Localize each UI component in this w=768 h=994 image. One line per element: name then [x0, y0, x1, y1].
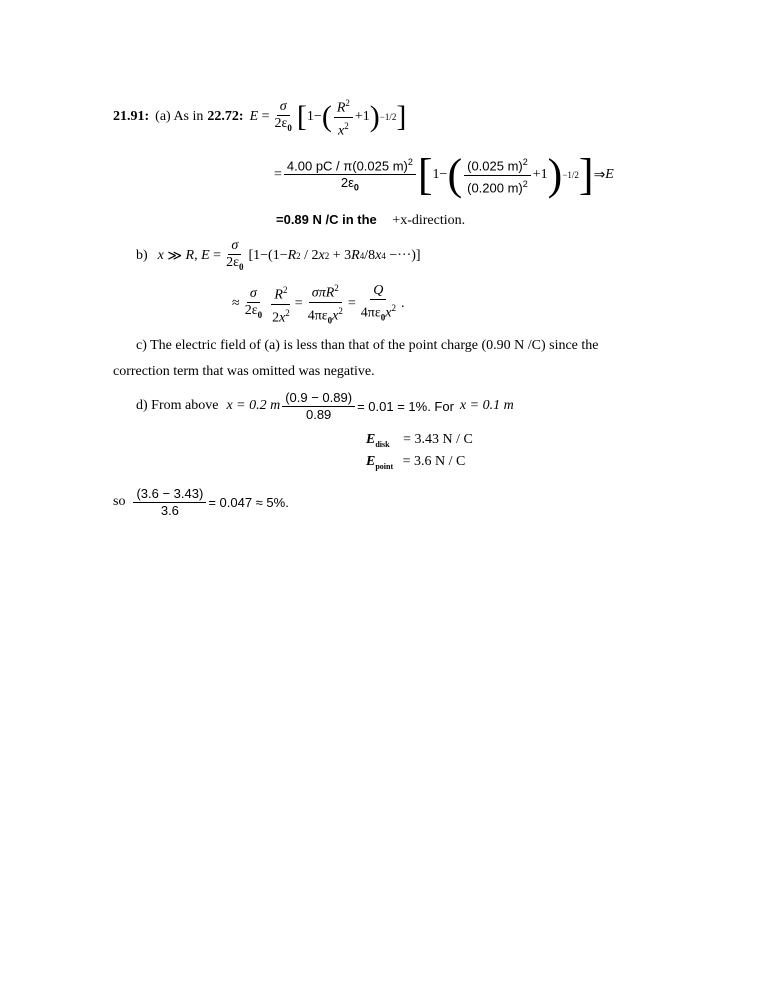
eq-b-approx: ≈ $\frac{\sigma}{2\varepsilon_0}$ $\frac{R^2}{2x^2}$ = $\frac{\sigma\pi R^2}{4\pi\varepsilon_0x^2}$ = $\frac{Q}{4\pi\varepsilon_0x^2}$ . [232, 284, 404, 324]
so-result: = 0.047 ≈ 5%. [208, 494, 289, 510]
part-a-result-value: =0.89 N /C in the [276, 212, 377, 227]
e-point-line [366, 454, 465, 471]
so-line [113, 482, 289, 522]
part-a-result-direction: +x-direction. [392, 213, 466, 228]
e-disk-label: E [366, 432, 376, 447]
e-disk-line [366, 432, 473, 449]
e-point-value: = 3.6 N / C [402, 454, 466, 469]
part-d-frac-den: 0.89 [305, 406, 332, 422]
part-a-result [276, 212, 465, 229]
so-label: so [113, 494, 126, 509]
part-d-frac-num: (0.9 − 0.89) [282, 390, 355, 407]
e-point-sub: point [375, 461, 394, 471]
part-d-result: = 0.01 = 1%. For [357, 398, 454, 414]
eq-b-formula: x ≫ R , E = $\frac{\sigma}{2\varepsilon_0}$ [1−(1− R 2 / 2 x 2 + 3 R 4 /8 x 4 −···)] [157, 237, 421, 272]
e-disk-value: = 3.43 N / C [403, 432, 473, 447]
part-b-line [136, 238, 421, 274]
so-frac-den: 3.6 [160, 502, 179, 518]
part-a-ref: 22.72: [207, 109, 244, 124]
part-d-x2: x = 0.1 m [459, 398, 514, 413]
part-d-x1: x = 0.2 m [226, 398, 281, 413]
eq-a-substitution: = $\frac{4.00 pC / \pi(0.025 m)^2}{2\varepsilon_0}$ [ 1− ( $\frac{(0.025 m)^2}{(0.200 m)^2}$ +1 ) −1/2 ] ⇒ E [274, 150, 614, 199]
part-d-label: d) From above [136, 398, 219, 413]
part-c-line1: c) The electric field of (a) is less than that of the point charge (0.90 N /C) since the [136, 338, 599, 353]
problem-line-a [113, 95, 406, 139]
part-a-label: (a) As in [155, 109, 204, 124]
e-point-label: E [366, 454, 376, 469]
e-disk-sub: disk [375, 439, 390, 449]
so-frac-num: (3.6 − 3.43) [133, 486, 206, 503]
eq-a-formula: E = $\frac{\sigma}{2\varepsilon_0}$ [ 1− ( $\frac{R^2}{x^2}$ +1 ) −1/2 ] [250, 95, 407, 139]
part-b-label: b) [136, 248, 148, 263]
part-d-line [136, 388, 514, 424]
part-c-line2: correction term that was omitted was negative. [113, 364, 375, 379]
problem-number: 21.91: [113, 109, 150, 124]
